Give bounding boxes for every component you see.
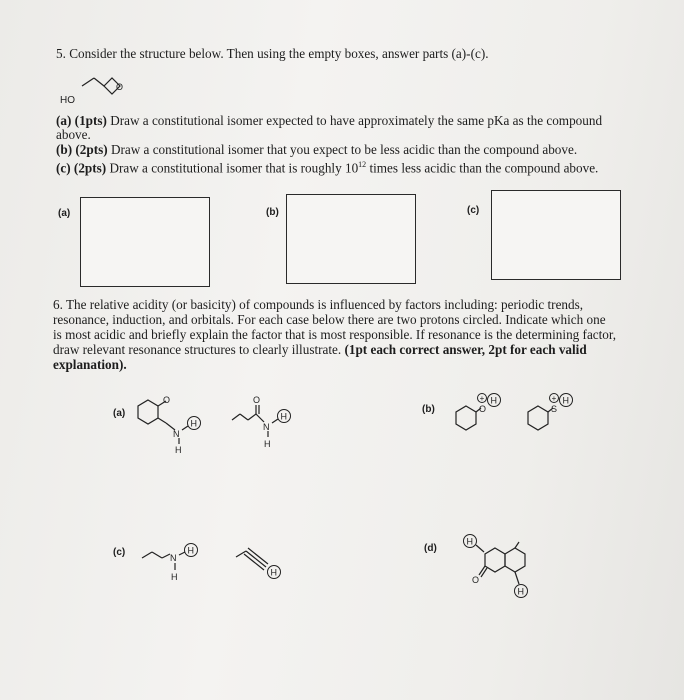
case-a-label: (a)	[113, 408, 126, 419]
case-a-nh-h: H	[175, 445, 182, 455]
case-b-sulfur: S	[551, 404, 558, 414]
q6-line-1: 6. The relative acidity (or basicity) of compounds is influenced by factors including: periodic trends,	[53, 297, 584, 312]
answer-box-c[interactable]	[491, 190, 621, 280]
q5-heading: 5. Consider the structure below. Then using the empty boxes, answer parts (a)-(c).	[56, 46, 489, 61]
q5-ho-label: HO	[60, 95, 75, 106]
box-a-label: (a)	[58, 208, 71, 219]
case-a-circled-h-2: H	[280, 411, 287, 422]
q5-part-a-cont: above.	[56, 127, 91, 142]
case-a-nitrogen: N	[173, 429, 180, 439]
case-b-molecule-1	[448, 388, 518, 443]
case-c-label: (c)	[113, 547, 126, 558]
case-a2-nitrogen: N	[263, 422, 270, 432]
q5-part-a-label: (a) (1pts)	[56, 113, 107, 128]
case-d-circled-h-2: H	[517, 586, 524, 597]
case-c-circled-h-1: H	[187, 545, 194, 556]
case-b-plus-2: +	[551, 394, 557, 403]
q5-structure	[60, 66, 140, 106]
box-b-label: (b)	[266, 207, 279, 218]
case-b-circled-h-1: H	[490, 395, 497, 406]
q5-part-a	[56, 113, 602, 129]
case-b-circled-h-2: H	[562, 395, 569, 406]
answer-box-a[interactable]	[80, 197, 210, 287]
q5-part-c-text-2: times less acidic than the compound above.	[366, 160, 599, 176]
q5-part-c-sup: 12	[358, 160, 367, 169]
q6-line-4-a: draw relevant resonance structures to clearly illustrate.	[53, 342, 345, 357]
case-b-plus-1: +	[479, 394, 485, 403]
q6-line-3: is most acidic and briefly explain the factor that is most responsible. If resonance is the determining factor,	[53, 327, 617, 342]
case-d-oxygen: O	[472, 575, 480, 585]
q6-line-2: resonance, induction, and orbitals. For each case below there are two protons circled. Indicate which one	[53, 312, 606, 327]
case-a-molecule-1	[127, 392, 217, 457]
case-a2-oxygen: O	[253, 395, 261, 405]
case-a-circled-h-1: H	[190, 418, 197, 429]
q5-part-c	[56, 157, 598, 176]
q6-line-5: explanation).	[53, 357, 127, 372]
answer-box-b[interactable]	[286, 194, 416, 284]
case-d-label: (d)	[424, 543, 437, 554]
case-c-nitrogen: N	[170, 553, 177, 563]
q5-part-c-text-1: Draw a constitutional isomer that is roughly 10	[106, 160, 359, 176]
box-c-label: (c)	[467, 205, 480, 216]
case-b-molecule-2	[520, 388, 590, 443]
q5-ring-oxygen: O	[116, 82, 124, 92]
case-c-molecule-2	[232, 545, 302, 590]
case-b-label: (b)	[422, 404, 435, 415]
q6-line-4	[53, 342, 587, 358]
case-c-circled-h-2: H	[270, 567, 277, 578]
case-c-nh-h: H	[171, 572, 178, 582]
case-b-oxygen: O	[479, 404, 487, 414]
q5-part-c-label: (c) (2pts)	[56, 160, 107, 176]
q5-part-a-text: Draw a constitutional isomer expected to have approximately the same pKa as the compound	[106, 113, 603, 128]
q5-part-b-label: (b) (2pts)	[56, 142, 108, 157]
q5-part-b-text: Draw a constitutional isomer that you expect to be less acidic than the compound above.	[107, 142, 578, 157]
case-a2-nh-h: H	[264, 439, 271, 449]
q6-line-4-b: (1pt each correct answer, 2pt for each valid	[344, 342, 587, 357]
case-a-molecule-2	[228, 392, 308, 457]
case-c-molecule-1	[138, 540, 218, 590]
case-a-oxygen: O	[163, 395, 171, 405]
q5-part-b	[56, 142, 577, 158]
case-d-circled-h-1: H	[466, 536, 473, 547]
case-d-molecule	[455, 532, 555, 607]
